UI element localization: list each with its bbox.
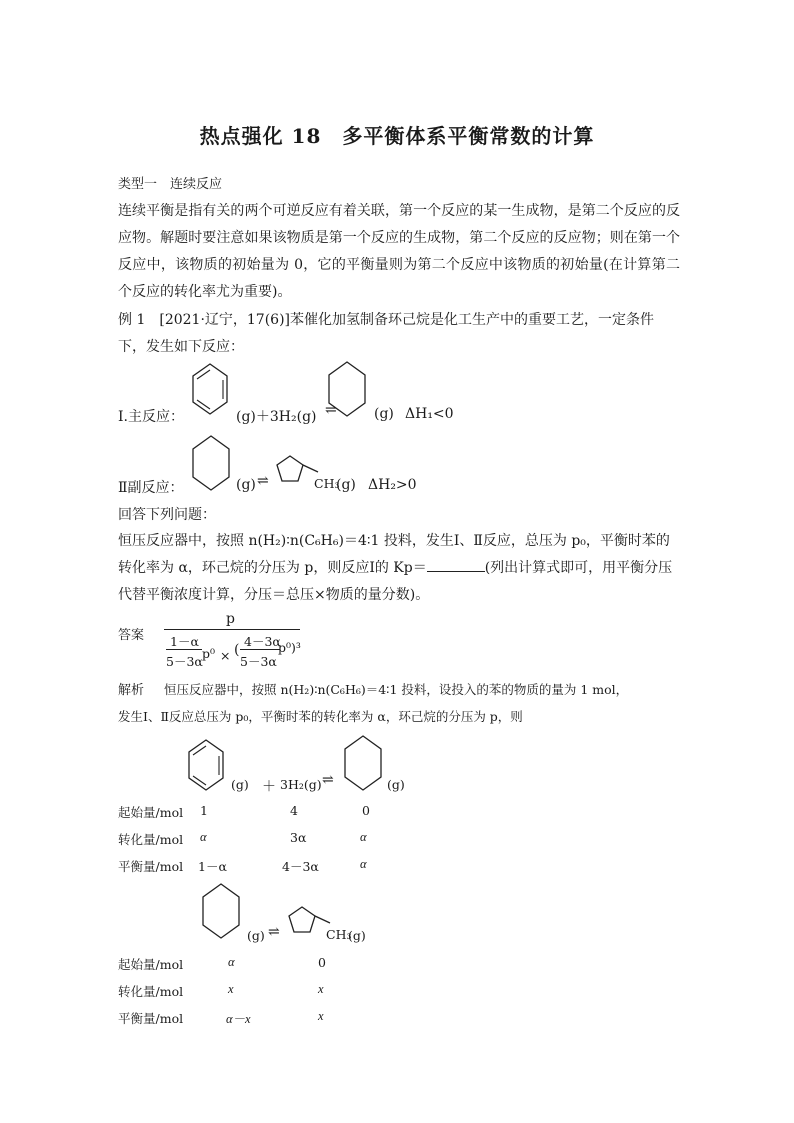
table2-row3-c1: α－x <box>226 1012 251 1026</box>
table1-row1-c2: 4 <box>290 803 298 818</box>
table1-row1-c3: 0 <box>362 803 370 818</box>
table1-g2: (g) <box>387 777 405 792</box>
table2-row1-label: 起始量/mol <box>118 957 184 972</box>
table1-h2: 3H₂(g) <box>280 777 322 792</box>
table1-row2-c3: α <box>360 830 367 844</box>
table1-row1-c1: 1 <box>200 803 208 818</box>
table2-row3-c2: x <box>318 1009 324 1023</box>
reaction-side-mid: (g) <box>236 477 256 493</box>
answer-main-fraction-line <box>164 629 300 630</box>
answer-f2-num: 4－3α <box>244 634 281 649</box>
table2-row1-c2: 0 <box>318 955 326 970</box>
table2-row2-c1: x <box>228 982 234 996</box>
question-part2: (列出计算式即可，用平衡分压代替平衡浓度计算，分压＝总压×物质的量分数)。 <box>118 560 673 603</box>
reaction-main-arrow: ⇌ <box>325 402 337 418</box>
question-lead: 回答下列问题： <box>118 507 216 523</box>
table1-plus: ＋ <box>262 779 276 795</box>
answer-numerator: p <box>226 611 235 627</box>
table1-row3-label: 平衡量/mol <box>118 859 184 874</box>
table1-row1-label: 起始量/mol <box>118 805 184 820</box>
table2-arrow: ⇌ <box>268 924 280 940</box>
reaction-main-label: Ⅰ.主反应： <box>118 409 184 425</box>
table2-g2: (g) <box>348 928 366 943</box>
reaction-side-label: Ⅱ副反应： <box>118 480 184 496</box>
table1-arrow: ⇌ <box>322 772 334 788</box>
table2-row1-c1: α <box>228 955 235 969</box>
cyclohexane-structure-3 <box>342 732 384 796</box>
answer-f2-den: 5－3α <box>240 654 277 669</box>
cyclohexane-structure-4 <box>200 880 242 944</box>
answer-f1-den: 5－3α <box>166 654 203 669</box>
answer-times: × <box>220 648 231 663</box>
reaction-main-end: (g) <box>374 406 394 422</box>
reaction-side-end: (g) <box>336 477 356 493</box>
benzene-structure-2 <box>186 736 226 796</box>
table2-g1: (g) <box>247 928 265 943</box>
reaction-main-dh: ΔH₁<0 <box>405 406 454 422</box>
table2-methyl: CH₃ <box>326 927 352 942</box>
analysis-label: 解析 <box>118 683 145 698</box>
answer-p0a: p⁰ <box>202 646 216 661</box>
table1-row3-c1: 1－α <box>198 859 227 874</box>
reaction-main-mid: (g)＋3H₂(g) <box>236 409 317 425</box>
example-source: [2021·辽宁，17(6)] <box>159 312 291 328</box>
answer-p0b: p⁰)³ <box>278 640 301 655</box>
reaction-side-methyl: CH₃ <box>314 476 340 491</box>
section-label: 类型一 连续反应 <box>118 177 223 192</box>
reaction-side-dh: ΔH₂>0 <box>368 477 417 493</box>
answer-label: 答案 <box>118 628 145 643</box>
question-part1: 恒压反应器中，按照 n(H₂)∶n(C₆H₆)＝4∶1 投料，发生Ⅰ、Ⅱ反应，总压为 p₀，平衡时苯的转化率为 α，环己烷的分压为 p，则反应Ⅰ的 Kp＝ <box>118 533 670 576</box>
reaction-side-arrow: ⇌ <box>257 473 269 489</box>
page-title: 热点强化 18 多平衡体系平衡常数的计算 <box>199 124 595 148</box>
table2-row3-label: 平衡量/mol <box>118 1011 184 1026</box>
answer-f1-line <box>166 649 202 650</box>
table2-row2-c2: x <box>318 982 324 996</box>
table1-row2-label: 转化量/mol <box>118 832 184 847</box>
answer-open-paren: ( <box>234 642 240 658</box>
question-text <box>118 528 680 609</box>
table1-row2-c1: α <box>200 830 207 844</box>
answer-f2-line <box>240 649 280 650</box>
table1-row3-c3: α <box>360 857 367 871</box>
answer-f1-num: 1－α <box>170 634 199 649</box>
table1-row3-c2: 4－3α <box>282 859 319 874</box>
table1-row2-c2: 3α <box>290 830 307 845</box>
intro-paragraph: 连续平衡是指有关的两个可逆反应有着关联，第一个反应的某一生成物，是第二个反应的反应物。解题时要注意如果该物质是第一个反应的生成物，第二个反应的反应物；则在第一个反应中，该物质的初始量为 0，它的平衡量则为第二个反应中该物质的初始量(在计算第二个反应的转化率尤为重要)。 <box>118 203 680 300</box>
cyclohexane-structure-1 <box>326 358 368 422</box>
analysis-line2: 发生Ⅰ、Ⅱ反应总压为 p₀，平衡时苯的转化率为 α，环己烷的分压为 p，则 <box>118 709 523 724</box>
cyclohexane-structure-2 <box>190 432 232 496</box>
analysis-line1: 恒压反应器中，按照 n(H₂)∶n(C₆H₆)＝4∶1 投料，设投入的苯的物质的量为 1 mol， <box>164 682 629 697</box>
table2-row2-label: 转化量/mol <box>118 984 184 999</box>
table1-g1: (g) <box>231 777 249 792</box>
example-text: 苯催化加氢制备环己烷是化工生产中的重要工艺，一定条件下，发生如下反应： <box>118 312 655 355</box>
example-block <box>118 307 680 361</box>
answer-blank <box>427 557 485 572</box>
benzene-structure-1 <box>190 360 230 420</box>
example-label: 例 1 <box>118 312 146 328</box>
